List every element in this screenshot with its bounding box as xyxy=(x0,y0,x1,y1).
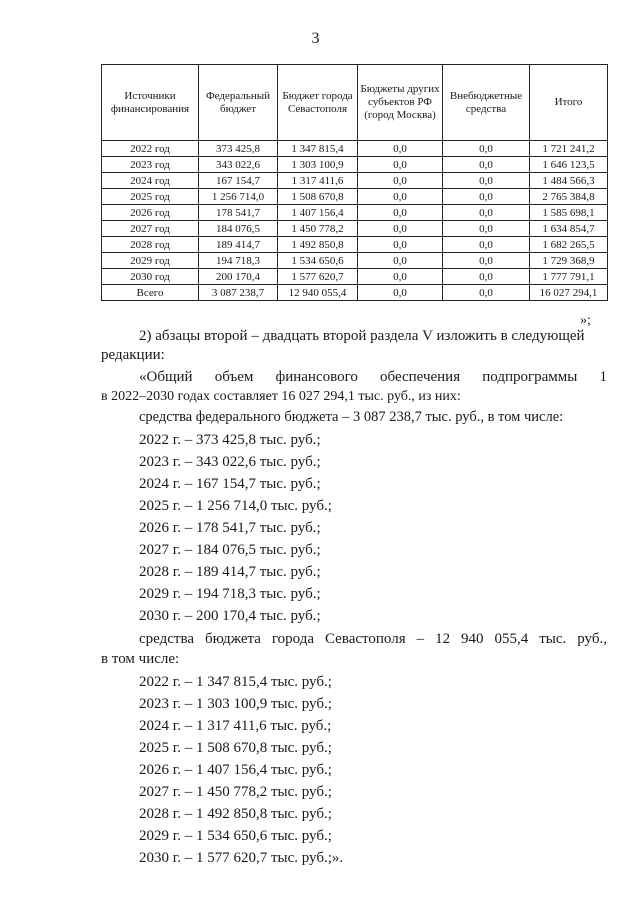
federal-item: 2029 г. – 194 718,3 тыс. руб.; xyxy=(139,586,321,602)
header-sources: Источники финансирования xyxy=(102,65,199,141)
cell-year: 2030 год xyxy=(102,269,199,285)
cell-year: 2025 год xyxy=(102,189,199,205)
federal-item: 2027 г. – 184 076,5 тыс. руб.; xyxy=(139,542,321,558)
federal-item: 2030 г. – 200 170,4 тыс. руб.; xyxy=(139,608,321,624)
table-row xyxy=(102,253,608,269)
cell-total: 1 634 854,7 xyxy=(530,221,608,237)
federal-item: 2026 г. – 178 541,7 тыс. руб.; xyxy=(139,520,321,536)
cell-extrabudgetary: 0,0 xyxy=(443,269,530,285)
cell-total: 1 682 265,5 xyxy=(530,237,608,253)
total-funding-line2: в 2022–2030 годах составляет 16 027 294,1 тыс. руб., из них: xyxy=(101,389,461,404)
table-row xyxy=(102,157,608,173)
cell-city: 1 577 620,7 xyxy=(278,269,358,285)
cell-year: 2022 год xyxy=(102,141,199,157)
cell-city: 1 407 156,4 xyxy=(278,205,358,221)
table-header-row xyxy=(102,65,608,141)
table-row xyxy=(102,205,608,221)
total-funding-line1: «Общий объем финансового обеспечения подпрограммы 1 xyxy=(139,369,607,385)
cell-year: 2023 год xyxy=(102,157,199,173)
cell-year: 2024 год xyxy=(102,173,199,189)
cell-other: 0,0 xyxy=(358,221,443,237)
city-funds-intro-line1: средства бюджета города Севастополя – 12 940 055,4 тыс. руб., xyxy=(139,631,607,647)
federal-funds-intro: средства федерального бюджета – 3 087 238,7 тыс. руб., в том числе: xyxy=(139,409,564,425)
cell-city: 1 317 411,6 xyxy=(278,173,358,189)
cell-other: 0,0 xyxy=(358,205,443,221)
cell-federal: 189 414,7 xyxy=(199,237,278,253)
header-total: Итого xyxy=(530,65,608,141)
cell-other: 0,0 xyxy=(358,173,443,189)
cell-federal: 343 022,6 xyxy=(199,157,278,173)
cell-extrabudgetary: 0,0 xyxy=(443,237,530,253)
cell-year: 2026 год xyxy=(102,205,199,221)
cell-extrabudgetary: 0,0 xyxy=(443,285,530,301)
cell-extrabudgetary: 0,0 xyxy=(443,173,530,189)
table-row xyxy=(102,269,608,285)
cell-year: 2029 год xyxy=(102,253,199,269)
table-row xyxy=(102,221,608,237)
header-other-subjects-budget: Бюджеты других субъектов РФ (город Москва) xyxy=(358,65,443,141)
cell-extrabudgetary: 0,0 xyxy=(443,253,530,269)
cell-extrabudgetary: 0,0 xyxy=(443,221,530,237)
city-funds-intro-line2: в том числе: xyxy=(101,651,180,667)
city-item: 2025 г. – 1 508 670,8 тыс. руб.; xyxy=(139,740,332,756)
cell-city: 1 508 670,8 xyxy=(278,189,358,205)
city-item: 2030 г. – 1 577 620,7 тыс. руб.;». xyxy=(139,850,344,866)
cell-other: 0,0 xyxy=(358,157,443,173)
cell-year: 2028 год xyxy=(102,237,199,253)
cell-city: 1 450 778,2 xyxy=(278,221,358,237)
cell-extrabudgetary: 0,0 xyxy=(443,141,530,157)
cell-total: 1 585 698,1 xyxy=(530,205,608,221)
cell-city: 1 534 650,6 xyxy=(278,253,358,269)
cell-total: 1 721 241,2 xyxy=(530,141,608,157)
cell-federal: 200 170,4 xyxy=(199,269,278,285)
cell-federal: 1 256 714,0 xyxy=(199,189,278,205)
federal-item: 2028 г. – 189 414,7 тыс. руб.; xyxy=(139,564,321,580)
cell-federal: 184 076,5 xyxy=(199,221,278,237)
federal-item: 2025 г. – 1 256 714,0 тыс. руб.; xyxy=(139,498,332,514)
cell-extrabudgetary: 0,0 xyxy=(443,189,530,205)
cell-total: 16 027 294,1 xyxy=(530,285,608,301)
cell-total: 1 484 566,3 xyxy=(530,173,608,189)
cell-federal: 373 425,8 xyxy=(199,141,278,157)
cell-federal: 194 718,3 xyxy=(199,253,278,269)
financing-table xyxy=(101,64,608,301)
cell-extrabudgetary: 0,0 xyxy=(443,157,530,173)
cell-total: 2 765 384,8 xyxy=(530,189,608,205)
city-item: 2026 г. – 1 407 156,4 тыс. руб.; xyxy=(139,762,332,778)
cell-total: 1 729 368,9 xyxy=(530,253,608,269)
city-item: 2024 г. – 1 317 411,6 тыс. руб.; xyxy=(139,718,332,734)
cell-other: 0,0 xyxy=(358,141,443,157)
city-item: 2029 г. – 1 534 650,6 тыс. руб.; xyxy=(139,828,332,844)
table-row xyxy=(102,141,608,157)
cell-year: Всего xyxy=(102,285,199,301)
city-item: 2028 г. – 1 492 850,8 тыс. руб.; xyxy=(139,806,332,822)
federal-item: 2023 г. – 343 022,6 тыс. руб.; xyxy=(139,454,321,470)
federal-item: 2022 г. – 373 425,8 тыс. руб.; xyxy=(139,432,321,448)
cell-year: 2027 год xyxy=(102,221,199,237)
cell-city: 1 492 850,8 xyxy=(278,237,358,253)
cell-total: 1 646 123,5 xyxy=(530,157,608,173)
table-row xyxy=(102,237,608,253)
amendment-paragraph-line2: редакции: xyxy=(101,347,165,363)
federal-item: 2024 г. – 167 154,7 тыс. руб.; xyxy=(139,476,321,492)
amendment-paragraph-line1: 2) абзацы второй – двадцать второй раздела V изложить в следующей xyxy=(139,328,585,344)
table-closing-quote: »; xyxy=(580,313,591,328)
cell-extrabudgetary: 0,0 xyxy=(443,205,530,221)
cell-city: 12 940 055,4 xyxy=(278,285,358,301)
city-item: 2022 г. – 1 347 815,4 тыс. руб.; xyxy=(139,674,332,690)
cell-federal: 3 087 238,7 xyxy=(199,285,278,301)
cell-total: 1 777 791,1 xyxy=(530,269,608,285)
page-number: 3 xyxy=(311,30,320,47)
cell-city: 1 303 100,9 xyxy=(278,157,358,173)
cell-federal: 167 154,7 xyxy=(199,173,278,189)
city-item: 2023 г. – 1 303 100,9 тыс. руб.; xyxy=(139,696,332,712)
city-item: 2027 г. – 1 450 778,2 тыс. руб.; xyxy=(139,784,332,800)
cell-federal: 178 541,7 xyxy=(199,205,278,221)
cell-other: 0,0 xyxy=(358,285,443,301)
cell-other: 0,0 xyxy=(358,189,443,205)
header-city-budget: Бюджет города Севастополя xyxy=(278,65,358,141)
cell-city: 1 347 815,4 xyxy=(278,141,358,157)
header-extrabudgetary: Внебюджетные средства xyxy=(443,65,530,141)
table-total-row xyxy=(102,285,608,301)
table-row xyxy=(102,189,608,205)
cell-other: 0,0 xyxy=(358,253,443,269)
table-row xyxy=(102,173,608,189)
header-federal-budget: Федеральный бюджет xyxy=(199,65,278,141)
cell-other: 0,0 xyxy=(358,237,443,253)
cell-other: 0,0 xyxy=(358,269,443,285)
